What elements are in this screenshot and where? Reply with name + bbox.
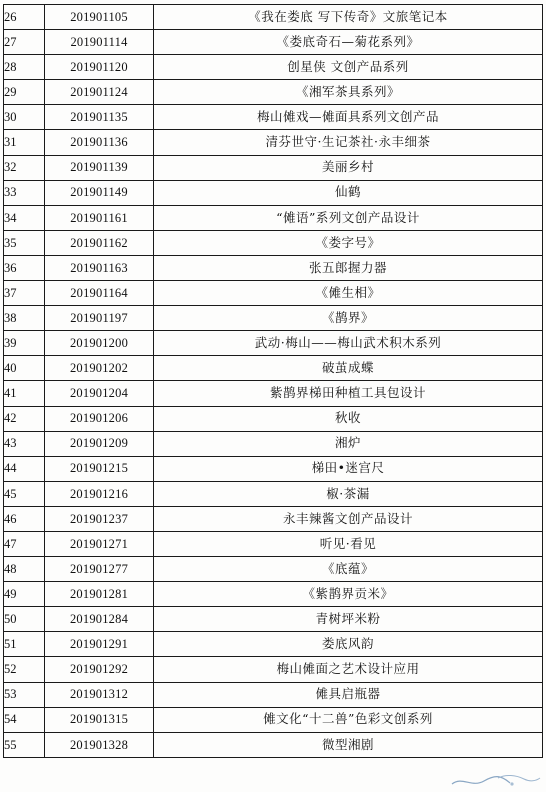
table-row bbox=[4, 381, 543, 406]
entry-title-cell: 清芬世守·生记茶社·永丰细茶 bbox=[154, 130, 543, 155]
entry-code-cell: 201901120 bbox=[45, 55, 154, 80]
row-number-cell: 49 bbox=[4, 582, 45, 607]
table-row bbox=[4, 5, 543, 30]
row-number-cell: 39 bbox=[4, 331, 45, 356]
table-row bbox=[4, 506, 543, 531]
entry-code-cell: 201901277 bbox=[45, 557, 154, 582]
entry-title-cell: 《傩生相》 bbox=[154, 281, 543, 306]
entry-code-cell: 201901163 bbox=[45, 255, 154, 280]
entry-title-cell: 仙鹤 bbox=[154, 180, 543, 205]
table-row bbox=[4, 255, 543, 280]
entry-code-cell: 201901291 bbox=[45, 632, 154, 657]
row-number-cell: 36 bbox=[4, 255, 45, 280]
row-number-cell: 31 bbox=[4, 130, 45, 155]
row-number-cell: 27 bbox=[4, 30, 45, 55]
entry-code-cell: 201901292 bbox=[45, 657, 154, 682]
row-number-cell: 26 bbox=[4, 5, 45, 30]
row-number-cell: 38 bbox=[4, 306, 45, 331]
entry-code-cell: 201901139 bbox=[45, 155, 154, 180]
table-row bbox=[4, 632, 543, 657]
entry-title-cell: 《我在娄底 写下传奇》文旅笔记本 bbox=[154, 5, 543, 30]
entry-title-cell: “傩语”系列文创产品设计 bbox=[154, 205, 543, 230]
row-number-cell: 55 bbox=[4, 732, 45, 757]
row-number-cell: 41 bbox=[4, 381, 45, 406]
table-row bbox=[4, 281, 543, 306]
entry-code-cell: 201901136 bbox=[45, 130, 154, 155]
table-row bbox=[4, 682, 543, 707]
row-number-cell: 37 bbox=[4, 281, 45, 306]
entry-code-cell: 201901197 bbox=[45, 306, 154, 331]
table-row bbox=[4, 406, 543, 431]
entry-code-cell: 201901204 bbox=[45, 381, 154, 406]
entry-title-cell: 梅山傩面之艺术设计应用 bbox=[154, 657, 543, 682]
table-row bbox=[4, 331, 543, 356]
table-row bbox=[4, 30, 543, 55]
row-number-cell: 54 bbox=[4, 707, 45, 732]
entry-title-cell: 紫鹊界梯田种植工具包设计 bbox=[154, 381, 543, 406]
entry-code-cell: 201901237 bbox=[45, 506, 154, 531]
table-row bbox=[4, 431, 543, 456]
table-row bbox=[4, 180, 543, 205]
entry-title-cell: 梅山傩戏—傩面具系列文创产品 bbox=[154, 105, 543, 130]
entry-title-cell: 创星侠 文创产品系列 bbox=[154, 55, 543, 80]
table-row bbox=[4, 230, 543, 255]
entry-code-cell: 201901328 bbox=[45, 732, 154, 757]
row-number-cell: 53 bbox=[4, 682, 45, 707]
row-number-cell: 35 bbox=[4, 230, 45, 255]
table-row bbox=[4, 707, 543, 732]
entry-title-cell: 武动·梅山——梅山武术积木系列 bbox=[154, 331, 543, 356]
table-row bbox=[4, 55, 543, 80]
row-number-cell: 47 bbox=[4, 531, 45, 556]
entry-code-cell: 201901281 bbox=[45, 582, 154, 607]
entry-title-cell: 梯田•迷宫尺 bbox=[154, 456, 543, 481]
table-row bbox=[4, 481, 543, 506]
table-row bbox=[4, 205, 543, 230]
entry-title-cell: 《紫鹊界贡米》 bbox=[154, 582, 543, 607]
entry-title-cell: 傩文化“十二兽”色彩文创系列 bbox=[154, 707, 543, 732]
table-row bbox=[4, 356, 543, 381]
entry-code-cell: 201901216 bbox=[45, 481, 154, 506]
table-row bbox=[4, 80, 543, 105]
entry-title-cell: 秋收 bbox=[154, 406, 543, 431]
row-number-cell: 40 bbox=[4, 356, 45, 381]
entry-title-cell: 《底蕴》 bbox=[154, 557, 543, 582]
entry-title-cell: 永丰辣酱文创产品设计 bbox=[154, 506, 543, 531]
row-number-cell: 46 bbox=[4, 506, 45, 531]
row-number-cell: 29 bbox=[4, 80, 45, 105]
entry-title-cell: 听见·看见 bbox=[154, 531, 543, 556]
entry-title-cell: 《鹊界》 bbox=[154, 306, 543, 331]
row-number-cell: 42 bbox=[4, 406, 45, 431]
entry-title-cell: 《娄字号》 bbox=[154, 230, 543, 255]
entry-code-cell: 201901135 bbox=[45, 105, 154, 130]
table-row bbox=[4, 657, 543, 682]
entry-title-cell: 美丽乡村 bbox=[154, 155, 543, 180]
row-number-cell: 45 bbox=[4, 481, 45, 506]
entry-code-cell: 201901200 bbox=[45, 331, 154, 356]
entry-title-cell: 微型湘剧 bbox=[154, 732, 543, 757]
table-row bbox=[4, 306, 543, 331]
row-number-cell: 30 bbox=[4, 105, 45, 130]
entry-title-cell: 张五郎握力器 bbox=[154, 255, 543, 280]
entry-title-cell: 娄底风韵 bbox=[154, 632, 543, 657]
entry-title-cell: 《湘军茶具系列》 bbox=[154, 80, 543, 105]
entry-code-cell: 201901209 bbox=[45, 431, 154, 456]
entry-code-cell: 201901215 bbox=[45, 456, 154, 481]
entry-title-cell: 湘炉 bbox=[154, 431, 543, 456]
entries-table-body bbox=[4, 5, 543, 758]
table-row bbox=[4, 732, 543, 757]
row-number-cell: 50 bbox=[4, 607, 45, 632]
entry-title-cell: 《娄底奇石—菊花系列》 bbox=[154, 30, 543, 55]
row-number-cell: 28 bbox=[4, 55, 45, 80]
row-number-cell: 34 bbox=[4, 205, 45, 230]
entry-code-cell: 201901202 bbox=[45, 356, 154, 381]
entry-code-cell: 201901206 bbox=[45, 406, 154, 431]
table-row bbox=[4, 557, 543, 582]
table-row bbox=[4, 130, 543, 155]
entry-code-cell: 201901271 bbox=[45, 531, 154, 556]
entries-table bbox=[3, 4, 543, 758]
watermark-logo bbox=[450, 772, 542, 790]
entry-code-cell: 201901149 bbox=[45, 180, 154, 205]
entry-title-cell: 青树坪米粉 bbox=[154, 607, 543, 632]
row-number-cell: 48 bbox=[4, 557, 45, 582]
entry-code-cell: 201901161 bbox=[45, 205, 154, 230]
entry-title-cell: 椒·茶漏 bbox=[154, 481, 543, 506]
table-row bbox=[4, 582, 543, 607]
row-number-cell: 51 bbox=[4, 632, 45, 657]
table-row bbox=[4, 531, 543, 556]
entry-title-cell: 破茧成蝶 bbox=[154, 356, 543, 381]
entry-code-cell: 201901124 bbox=[45, 80, 154, 105]
row-number-cell: 32 bbox=[4, 155, 45, 180]
entry-code-cell: 201901162 bbox=[45, 230, 154, 255]
entry-code-cell: 201901312 bbox=[45, 682, 154, 707]
entry-code-cell: 201901284 bbox=[45, 607, 154, 632]
entry-code-cell: 201901105 bbox=[45, 5, 154, 30]
entry-title-cell: 傩具启瓶器 bbox=[154, 682, 543, 707]
entry-code-cell: 201901315 bbox=[45, 707, 154, 732]
entry-code-cell: 201901114 bbox=[45, 30, 154, 55]
table-row bbox=[4, 105, 543, 130]
row-number-cell: 44 bbox=[4, 456, 45, 481]
table-row bbox=[4, 607, 543, 632]
row-number-cell: 43 bbox=[4, 431, 45, 456]
table-row bbox=[4, 155, 543, 180]
row-number-cell: 33 bbox=[4, 180, 45, 205]
entry-code-cell: 201901164 bbox=[45, 281, 154, 306]
table-row bbox=[4, 456, 543, 481]
row-number-cell: 52 bbox=[4, 657, 45, 682]
